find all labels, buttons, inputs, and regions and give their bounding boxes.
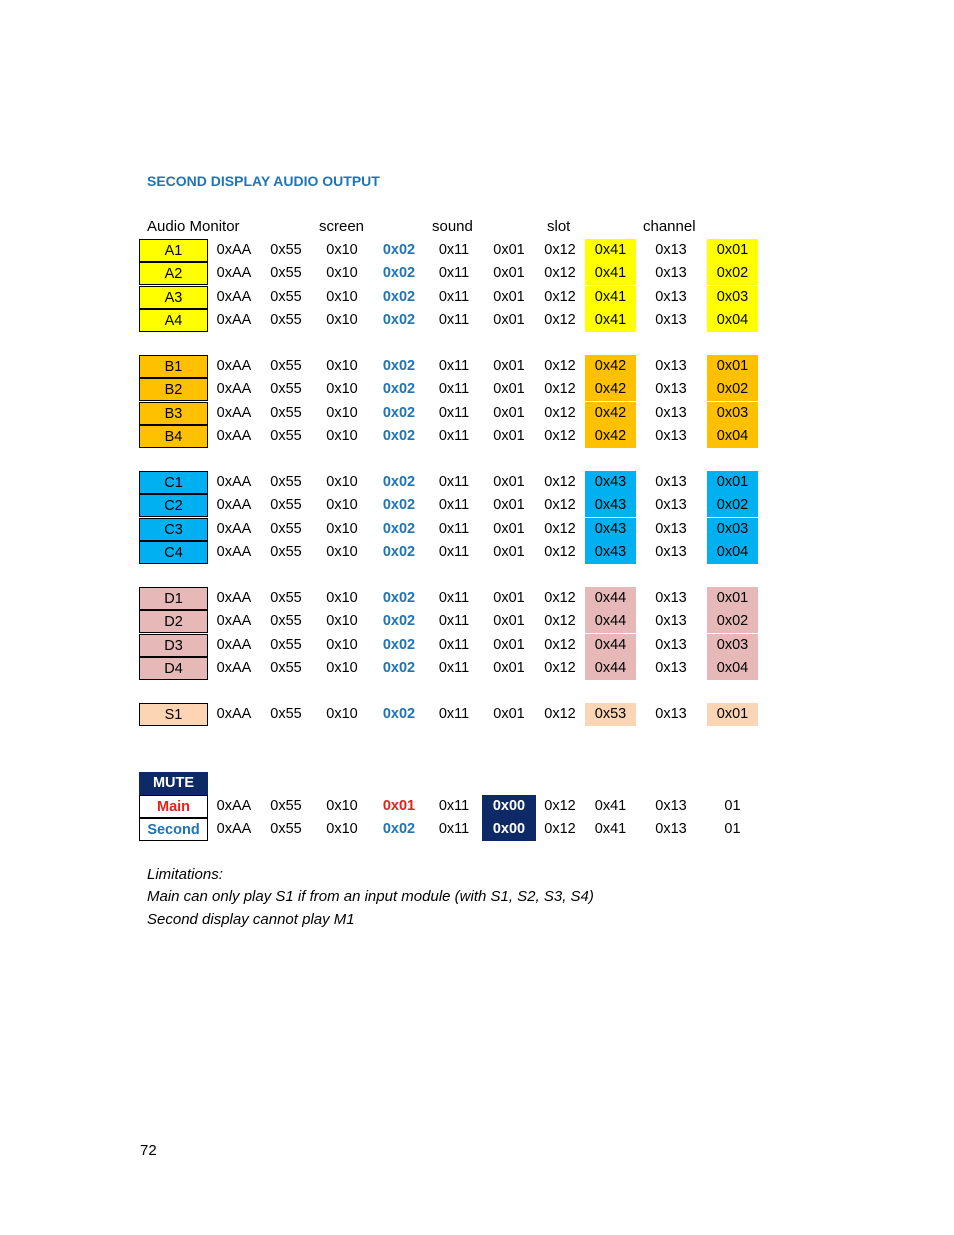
page-number: 72	[140, 1142, 157, 1159]
table-cell: 0x55	[270, 265, 302, 282]
table-cell: 0x12	[544, 613, 576, 630]
table-cell: 0x11	[438, 265, 470, 282]
table-cell: 0x55	[270, 543, 302, 560]
table-row	[139, 657, 779, 680]
table-cell: 0x10	[326, 427, 358, 444]
table-cell: 0x10	[326, 520, 358, 537]
table-cell: 0x01	[493, 659, 525, 676]
table-row	[139, 286, 779, 309]
table-cell: 0x42	[585, 402, 636, 425]
table-cell: 0x02	[707, 378, 758, 401]
table-cell: 0x43	[585, 471, 636, 494]
table-cell: 0x10	[326, 265, 358, 282]
table-cell: 0x04	[707, 425, 758, 448]
table-cell: 0x55	[270, 706, 302, 722]
table-cell: 0x02	[382, 659, 416, 676]
table-cell: 0x13	[655, 381, 687, 398]
table-cell: 0x10	[326, 798, 358, 814]
table-cell: 0xAA	[216, 288, 252, 305]
table-cell: 0x11	[438, 659, 470, 676]
table-cell: 0x01	[493, 404, 525, 421]
table-cell: 0x44	[585, 634, 636, 657]
table-cell: 0xAA	[216, 474, 252, 490]
table-cell: 0xAA	[216, 265, 252, 282]
table-cell: 0x12	[544, 381, 576, 398]
row-label: C4	[139, 541, 208, 564]
table-cell: 0x13	[655, 543, 687, 560]
table-cell: 0x01	[493, 613, 525, 630]
table-cell: 0x41	[585, 309, 636, 332]
table-cell: 0x55	[270, 520, 302, 537]
table-cell: 0xAA	[216, 821, 252, 837]
table-cell: 0x55	[270, 590, 302, 606]
table-cell: 0x01	[493, 590, 525, 606]
table-cell: 0x11	[438, 613, 470, 630]
table-cell: 0x55	[270, 381, 302, 398]
table-cell: 0x12	[544, 311, 576, 328]
table-cell: 0xAA	[216, 659, 252, 676]
table-cell: 0x12	[544, 497, 576, 514]
row-label: D3	[139, 634, 208, 657]
table-cell: 0x43	[585, 494, 636, 517]
limitations-heading: Limitations:	[147, 866, 223, 883]
row-label: A4	[139, 309, 208, 332]
table-cell: 0x13	[655, 520, 687, 537]
table-cell: 0x12	[544, 358, 576, 374]
table-cell: 0x01	[493, 474, 525, 490]
table-cell: 0x01	[707, 703, 758, 726]
table-cell: 0x12	[544, 520, 576, 537]
table-cell: 0x55	[270, 821, 302, 837]
table-cell: 0x11	[438, 242, 470, 258]
header-audio-monitor: Audio Monitor	[147, 218, 240, 235]
row-label: C1	[139, 471, 208, 494]
table-cell: 0xAA	[216, 543, 252, 560]
table-row	[139, 425, 779, 448]
table-cell: 0xAA	[216, 381, 252, 398]
table-cell: 0x02	[382, 590, 416, 606]
mute-row-second	[139, 818, 779, 841]
table-cell: 0x41	[585, 239, 636, 262]
table-cell: 0x41	[585, 262, 636, 285]
table-cell: 0x10	[326, 821, 358, 837]
table-cell: 0x42	[585, 378, 636, 401]
table-cell: 0x12	[544, 636, 576, 653]
table-cell: 0x01	[493, 706, 525, 722]
header-screen: screen	[319, 218, 365, 235]
mute-label-main: Main	[139, 795, 208, 818]
table-cell: 0xAA	[216, 636, 252, 653]
table-cell: 0x13	[655, 659, 687, 676]
table-cell: 0x04	[707, 657, 758, 680]
table-cell: 0x13	[655, 404, 687, 421]
table-cell: 0x12	[544, 427, 576, 444]
table-cell: 0x55	[270, 311, 302, 328]
table-cell: 0x55	[270, 659, 302, 676]
table-cell: 0x44	[585, 587, 636, 610]
table-cell: 0x11	[438, 821, 470, 837]
table-cell: 0x55	[270, 497, 302, 514]
table-cell: 0x11	[438, 520, 470, 537]
table-cell: 0x10	[326, 659, 358, 676]
table-cell: 0x01	[707, 587, 758, 610]
row-label: A2	[139, 262, 208, 285]
table-cell: 0x13	[655, 798, 687, 814]
table-cell: 0x10	[326, 311, 358, 328]
table-cell: 0x10	[326, 636, 358, 653]
table-cell: 0xAA	[216, 613, 252, 630]
limitations-line-2: Second display cannot play M1	[147, 911, 355, 928]
table-cell: 0x55	[270, 242, 302, 258]
table-cell: 0x04	[707, 541, 758, 564]
table-cell: 0x43	[585, 541, 636, 564]
table-cell: 0x11	[438, 474, 470, 490]
table-cell: 0x55	[270, 613, 302, 630]
page-title: SECOND DISPLAY AUDIO OUTPUT	[147, 173, 380, 189]
table-cell: 0x55	[270, 358, 302, 374]
table-cell: 0x01	[493, 381, 525, 398]
table-cell: 0x13	[655, 613, 687, 630]
table-cell: 0x01	[493, 520, 525, 537]
table-cell: 0x13	[655, 636, 687, 653]
table-cell: 0x13	[655, 497, 687, 514]
table-cell: 0x55	[270, 798, 302, 814]
table-cell: 0xAA	[216, 404, 252, 421]
table-cell: 0x10	[326, 543, 358, 560]
table-cell: 0x55	[270, 404, 302, 421]
table-cell: 0x41	[594, 821, 627, 837]
table-cell: 0x12	[544, 798, 576, 814]
table-cell: 0x03	[707, 518, 758, 541]
table-row	[139, 355, 779, 378]
table-cell: 0x43	[585, 518, 636, 541]
header-channel: channel	[643, 218, 696, 235]
table-cell: 0x02	[707, 262, 758, 285]
table-cell: 0x01	[707, 239, 758, 262]
table-row	[139, 239, 779, 262]
table-row	[139, 518, 779, 541]
table-cell: 0x13	[655, 311, 687, 328]
table-cell: 0x10	[326, 381, 358, 398]
row-label: C2	[139, 494, 208, 517]
row-label: B3	[139, 402, 208, 425]
table-cell: 0x02	[382, 497, 416, 514]
table-cell: 0xAA	[216, 242, 252, 258]
table-cell: 0x10	[326, 242, 358, 258]
table-cell: 0x12	[544, 706, 576, 722]
table-cell: 0x11	[438, 288, 470, 305]
table-cell: 0x02	[382, 821, 416, 837]
table-row	[139, 541, 779, 564]
table-cell: 0x10	[326, 706, 358, 722]
table-cell: 0x03	[707, 634, 758, 657]
table-row	[139, 634, 779, 657]
row-label: B4	[139, 425, 208, 448]
table-cell: 0x11	[438, 404, 470, 421]
row-label: B1	[139, 355, 208, 378]
table-cell: 0x55	[270, 427, 302, 444]
table-cell: 0x01	[493, 265, 525, 282]
table-row	[139, 610, 779, 633]
table-cell: 0x02	[707, 610, 758, 633]
table-cell: 0x02	[382, 636, 416, 653]
table-cell: 0xAA	[216, 358, 252, 374]
table-cell: 0x11	[438, 543, 470, 560]
table-cell: 0x02	[382, 613, 416, 630]
table-cell: 0x00	[482, 818, 536, 841]
table-cell: 0x11	[438, 636, 470, 653]
table-cell: 0x10	[326, 497, 358, 514]
table-cell: 0x41	[594, 798, 627, 814]
table-cell: 0x55	[270, 288, 302, 305]
table-cell: 0x13	[655, 427, 687, 444]
table-cell: 0x53	[585, 703, 636, 726]
table-cell: 0x02	[382, 520, 416, 537]
mute-header: MUTE	[139, 772, 208, 795]
table-cell: 0x01	[493, 311, 525, 328]
table-cell: 0xAA	[216, 427, 252, 444]
table-cell: 0x13	[655, 474, 687, 490]
table-cell: 0x13	[655, 590, 687, 606]
table-cell: 0x02	[382, 474, 416, 490]
table-cell: 0xAA	[216, 497, 252, 514]
table-row	[139, 262, 779, 285]
table-cell: 0x01	[493, 497, 525, 514]
limitations-line-1: Main can only play S1 if from an input module (with S1, S2, S3, S4)	[147, 888, 594, 905]
table-cell: 0x01	[493, 543, 525, 560]
table-cell: 0x12	[544, 543, 576, 560]
table-cell: 0x02	[382, 242, 416, 258]
table-cell: 0x04	[707, 309, 758, 332]
table-cell: 0x13	[655, 358, 687, 374]
table-cell: 0x11	[438, 427, 470, 444]
table-cell: 01	[724, 821, 741, 837]
table-row	[139, 587, 779, 610]
table-cell: 0x01	[493, 427, 525, 444]
table-cell: 0x11	[438, 358, 470, 374]
table-cell: 0x12	[544, 590, 576, 606]
table-cell: 0x13	[655, 288, 687, 305]
table-cell: 0x12	[544, 821, 576, 837]
row-label: B2	[139, 378, 208, 401]
table-cell: 0x02	[382, 265, 416, 282]
table-cell: 0x01	[707, 355, 758, 378]
row-label: D1	[139, 587, 208, 610]
table-cell: 0x11	[438, 311, 470, 328]
table-cell: 0x41	[585, 286, 636, 309]
table-row	[139, 703, 779, 726]
table-cell: 0x44	[585, 610, 636, 633]
table-cell: 0x11	[438, 590, 470, 606]
table-cell: 0x44	[585, 657, 636, 680]
table-cell: 0x42	[585, 425, 636, 448]
table-cell: 0x01	[493, 242, 525, 258]
table-cell: 0x03	[707, 286, 758, 309]
table-cell: 0x00	[482, 795, 536, 818]
table-cell: 0x02	[382, 706, 416, 722]
table-cell: 0x10	[326, 404, 358, 421]
table-row	[139, 402, 779, 425]
table-cell: 0x13	[655, 706, 687, 722]
table-row	[139, 309, 779, 332]
table-cell: 0x10	[326, 358, 358, 374]
table-cell: 0x55	[270, 474, 302, 490]
table-cell: 0x10	[326, 288, 358, 305]
row-label: D2	[139, 610, 208, 633]
table-cell: 0x12	[544, 659, 576, 676]
table-cell: 0x13	[655, 265, 687, 282]
table-cell: 0x02	[382, 381, 416, 398]
table-cell: 0x10	[326, 613, 358, 630]
table-cell: 0x02	[382, 358, 416, 374]
header-slot: slot	[547, 218, 571, 235]
table-cell: 0x13	[655, 242, 687, 258]
table-cell: 0x02	[382, 543, 416, 560]
table-cell: 0x02	[382, 427, 416, 444]
table-cell: 0xAA	[216, 706, 252, 722]
table-cell: 0x12	[544, 265, 576, 282]
table-cell: 0x02	[382, 404, 416, 421]
table-cell: 0x55	[270, 636, 302, 653]
table-row	[139, 471, 779, 494]
table-cell: 0xAA	[216, 311, 252, 328]
row-label: D4	[139, 657, 208, 680]
row-label: A3	[139, 286, 208, 309]
table-cell: 0xAA	[216, 798, 252, 814]
table-cell: 01	[724, 798, 741, 814]
table-cell: 0x03	[707, 402, 758, 425]
table-cell: 0x42	[585, 355, 636, 378]
table-cell: 0x01	[382, 798, 416, 814]
table-cell: 0x01	[493, 358, 525, 374]
table-cell: 0x13	[655, 821, 687, 837]
table-cell: 0x11	[438, 497, 470, 514]
table-cell: 0x12	[544, 404, 576, 421]
row-label: S1	[139, 703, 208, 726]
table-cell: 0xAA	[216, 520, 252, 537]
table-cell: 0x01	[493, 288, 525, 305]
table-cell: 0x02	[382, 311, 416, 328]
table-cell: 0xAA	[216, 590, 252, 606]
table-row	[139, 378, 779, 401]
table-cell: 0x10	[326, 590, 358, 606]
mute-label-second: Second	[139, 818, 208, 841]
header-sound: sound	[432, 218, 473, 235]
table-cell: 0x02	[707, 494, 758, 517]
table-cell: 0x12	[544, 474, 576, 490]
table-cell: 0x01	[707, 471, 758, 494]
table-cell: 0x12	[544, 288, 576, 305]
table-cell: 0x01	[493, 636, 525, 653]
row-label: A1	[139, 239, 208, 262]
row-label: C3	[139, 518, 208, 541]
table-cell: 0x11	[438, 381, 470, 398]
table-cell: 0x12	[544, 242, 576, 258]
table-cell: 0x10	[326, 474, 358, 490]
table-cell: 0x02	[382, 288, 416, 305]
table-cell: 0x11	[438, 706, 470, 722]
table-cell: 0x11	[438, 798, 470, 814]
table-row	[139, 494, 779, 517]
mute-row-main	[139, 795, 779, 818]
